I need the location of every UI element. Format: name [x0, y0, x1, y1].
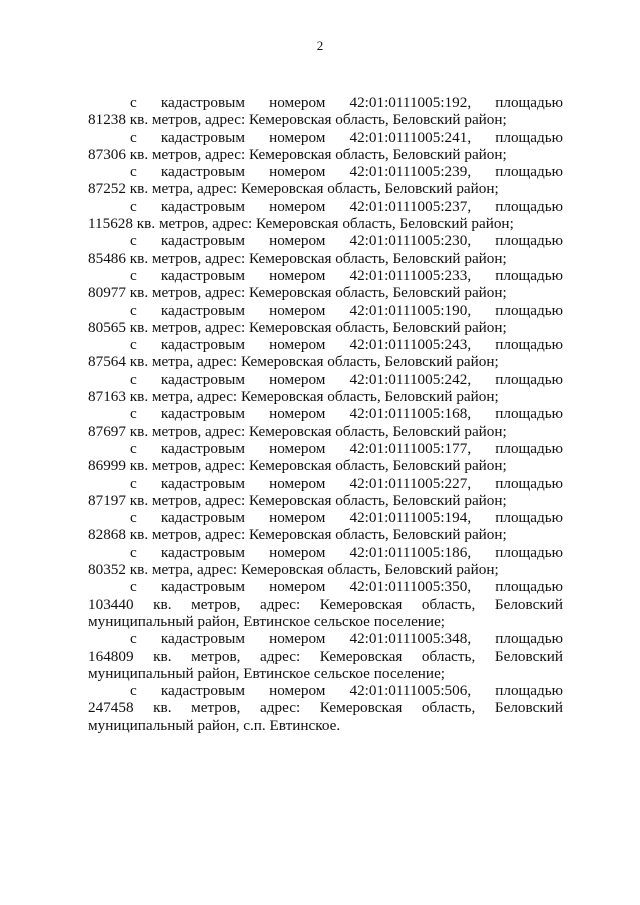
entry-word: кадастровым [160, 94, 245, 111]
entry-first-line [88, 405, 563, 422]
entry-continuation-line: 87252 кв. метра, адрес: Кемеровская область, Беловский район; [88, 180, 499, 198]
entry-word: площадью [495, 232, 563, 250]
entry-word: область, [421, 699, 476, 717]
entry-word: Беловский [494, 647, 563, 665]
cadastral-entry [88, 578, 563, 630]
entry-word: метров, [191, 699, 241, 717]
cadastral-entry [88, 371, 563, 406]
entry-word: кадастровым [160, 266, 245, 284]
entry-continuation-line [88, 648, 563, 665]
entry-word: номером [269, 370, 326, 388]
document-body [88, 94, 563, 734]
entry-word: с [130, 163, 137, 181]
cadastral-entry [88, 630, 563, 682]
entry-word: номером [269, 474, 326, 492]
entry-word: с [130, 128, 137, 146]
entry-word: 42:01:0111005:239, [349, 163, 472, 181]
cadastral-entry [88, 94, 563, 129]
entry-word: 42:01:0111005:348, [349, 630, 472, 648]
entry-word: кадастровым [160, 163, 245, 181]
cadastral-entry [88, 232, 563, 267]
entry-word: кадастровым [160, 370, 245, 388]
entry-word: площадью [495, 509, 563, 527]
entry-first-line [88, 336, 563, 353]
entry-word: 42:01:0111005:168, [349, 405, 472, 423]
entry-word: площадью [495, 630, 563, 648]
entry-word: номером [269, 301, 326, 319]
entry-continuation-line: 85486 кв. метров, адрес: Кемеровская область, Беловский район; [88, 249, 507, 267]
cadastral-entry [88, 544, 563, 579]
entry-word: площадью [495, 439, 563, 457]
entry-word: кв. [153, 595, 172, 613]
cadastral-entry [88, 682, 563, 734]
cadastral-entry [88, 129, 563, 164]
entry-word: 42:01:0111005:177, [349, 439, 472, 457]
entry-continuation-line: муниципальный район, Евтинское сельское поселение; [88, 612, 446, 630]
entry-word: кв. [153, 699, 172, 717]
entry-word: номером [269, 232, 326, 250]
entry-continuation-line: 81238 кв. метров, адрес: Кемеровская область, Беловский район; [88, 111, 507, 129]
entry-word: с [130, 405, 137, 423]
cadastral-entry [88, 405, 563, 440]
cadastral-entry [88, 475, 563, 510]
entry-word: номером [269, 336, 326, 354]
entry-word: Кемеровская [319, 699, 403, 717]
cadastral-entry [88, 198, 563, 233]
entry-word: номером [269, 578, 326, 596]
entry-word: Кемеровская [319, 595, 403, 613]
entry-word: площадью [495, 94, 563, 111]
entry-first-line [88, 509, 563, 526]
entry-word: 42:01:0111005:241, [349, 128, 472, 146]
entry-word: площадью [495, 578, 563, 596]
entry-word: площадью [495, 128, 563, 146]
entry-continuation-line: 87697 кв. метров, адрес: Кемеровская область, Беловский район; [88, 422, 507, 440]
entry-continuation-line: 82868 кв. метров, адрес: Кемеровская область, Беловский район; [88, 526, 507, 544]
entry-first-line [88, 129, 563, 146]
entry-continuation-line: 87163 кв. метра, адрес: Кемеровская область, Беловский район; [88, 388, 499, 406]
entry-word: Беловский [494, 595, 563, 613]
entry-word: с [130, 336, 137, 354]
entry-first-line [88, 440, 563, 457]
entry-continuation-line [88, 699, 563, 716]
entry-word: 42:01:0111005:230, [349, 232, 472, 250]
entry-word: кадастровым [160, 405, 245, 423]
entry-word: 164809 [88, 647, 134, 665]
entry-word: область, [421, 595, 476, 613]
entry-first-line [88, 163, 563, 180]
entry-first-line [88, 544, 563, 561]
entry-word: кадастровым [160, 630, 245, 648]
entry-word: 103440 [88, 595, 134, 613]
entry-word: с [130, 370, 137, 388]
entry-word: кадастровым [160, 232, 245, 250]
entry-word: с [130, 543, 137, 561]
entry-word: 42:01:0111005:506, [349, 682, 472, 700]
entry-word: площадью [495, 370, 563, 388]
entry-continuation-line: 115628 кв. метров, адрес: Кемеровская область, Беловский район; [88, 215, 514, 233]
entry-first-line [88, 682, 563, 699]
entry-word: номером [269, 197, 326, 215]
cadastral-entry [88, 302, 563, 337]
entry-word: 42:01:0111005:233, [349, 266, 472, 284]
entry-word: номером [269, 94, 326, 111]
cadastral-entry [88, 509, 563, 544]
entry-word: 42:01:0111005:243, [349, 336, 472, 354]
entry-word: номером [269, 405, 326, 423]
entry-word: кадастровым [160, 578, 245, 596]
entry-continuation-line: 80565 кв. метров, адрес: Кемеровская область, Беловский район; [88, 318, 507, 336]
entry-word: с [130, 232, 137, 250]
entry-word: с [130, 509, 137, 527]
entry-first-line [88, 371, 563, 388]
entry-word: с [130, 94, 137, 111]
entry-word: адрес: [260, 647, 301, 665]
entry-word: номером [269, 543, 326, 561]
entry-word: 42:01:0111005:350, [349, 578, 472, 596]
entry-word: с [130, 197, 137, 215]
entry-word: площадью [495, 163, 563, 181]
entry-word: адрес: [260, 699, 301, 717]
entry-word: номером [269, 509, 326, 527]
entry-word: площадью [495, 543, 563, 561]
entry-word: номером [269, 682, 326, 700]
entry-word: с [130, 578, 137, 596]
entry-word: номером [269, 163, 326, 181]
entry-word: номером [269, 630, 326, 648]
entry-word: кадастровым [160, 301, 245, 319]
entry-first-line [88, 267, 563, 284]
entry-continuation-line: 80977 кв. метров, адрес: Кемеровская область, Беловский район; [88, 284, 507, 302]
entry-word: Кемеровская [319, 647, 403, 665]
entry-word: с [130, 630, 137, 648]
entry-continuation-line: 87564 кв. метра, адрес: Кемеровская область, Беловский район; [88, 353, 499, 371]
entry-word: площадью [495, 336, 563, 354]
entry-word: адрес: [260, 595, 301, 613]
entry-continuation-line: 80352 кв. метра, адрес: Кемеровская область, Беловский район; [88, 561, 499, 579]
entry-continuation-line: 87197 кв. метров, адрес: Кемеровская область, Беловский район; [88, 491, 507, 509]
entry-word: 42:01:0111005:237, [349, 197, 472, 215]
entry-word: площадью [495, 405, 563, 423]
entry-word: кадастровым [160, 543, 245, 561]
entry-first-line [88, 94, 563, 111]
entry-word: 42:01:0111005:190, [349, 301, 472, 319]
page-number: 2 [316, 38, 324, 53]
cadastral-entry [88, 267, 563, 302]
entry-word: с [130, 439, 137, 457]
entry-word: с [130, 474, 137, 492]
entry-word: номером [269, 439, 326, 457]
entry-word: кадастровым [160, 474, 245, 492]
entry-continuation-line: 87306 кв. метров, адрес: Кемеровская область, Беловский район; [88, 145, 507, 163]
entry-continuation-line: муниципальный район, Евтинское сельское поселение; [88, 664, 446, 682]
entry-first-line [88, 578, 563, 595]
entry-word: номером [269, 128, 326, 146]
entry-word: 42:01:0111005:242, [349, 370, 472, 388]
entry-word: с [130, 301, 137, 319]
entry-first-line [88, 232, 563, 249]
entry-word: кадастровым [160, 197, 245, 215]
cadastral-entry [88, 163, 563, 198]
entry-first-line [88, 630, 563, 647]
entry-continuation-line [88, 596, 563, 613]
entry-word: с [130, 682, 137, 700]
cadastral-entry [88, 440, 563, 475]
entry-word: 42:01:0111005:192, [349, 94, 472, 111]
entry-word: номером [269, 266, 326, 284]
entry-word: площадью [495, 682, 563, 700]
entry-word: метров, [191, 647, 241, 665]
entry-word: кадастровым [160, 439, 245, 457]
entry-word: область, [421, 647, 476, 665]
entry-first-line [88, 198, 563, 215]
entry-word: кадастровым [160, 336, 245, 354]
entry-word: кадастровым [160, 509, 245, 527]
entry-word: 247458 [88, 699, 134, 717]
entry-first-line [88, 475, 563, 492]
entry-word: с [130, 266, 137, 284]
entry-word: площадью [495, 266, 563, 284]
entry-word: 42:01:0111005:194, [349, 509, 472, 527]
entry-word: площадью [495, 197, 563, 215]
entry-word: кадастровым [160, 682, 245, 700]
entry-word: кадастровым [160, 128, 245, 146]
entry-continuation-line: 86999 кв. метров, адрес: Кемеровская область, Беловский район; [88, 457, 507, 475]
cadastral-entry [88, 336, 563, 371]
entry-word: 42:01:0111005:186, [349, 543, 472, 561]
entry-continuation-line: муниципальный район, с.п. Евтинское. [88, 716, 341, 734]
entry-first-line [88, 302, 563, 319]
entry-word: площадью [495, 474, 563, 492]
entry-word: кв. [153, 647, 172, 665]
entry-word: метров, [191, 595, 241, 613]
entry-word: Беловский [494, 699, 563, 717]
entry-word: площадью [495, 301, 563, 319]
entry-word: 42:01:0111005:227, [349, 474, 472, 492]
